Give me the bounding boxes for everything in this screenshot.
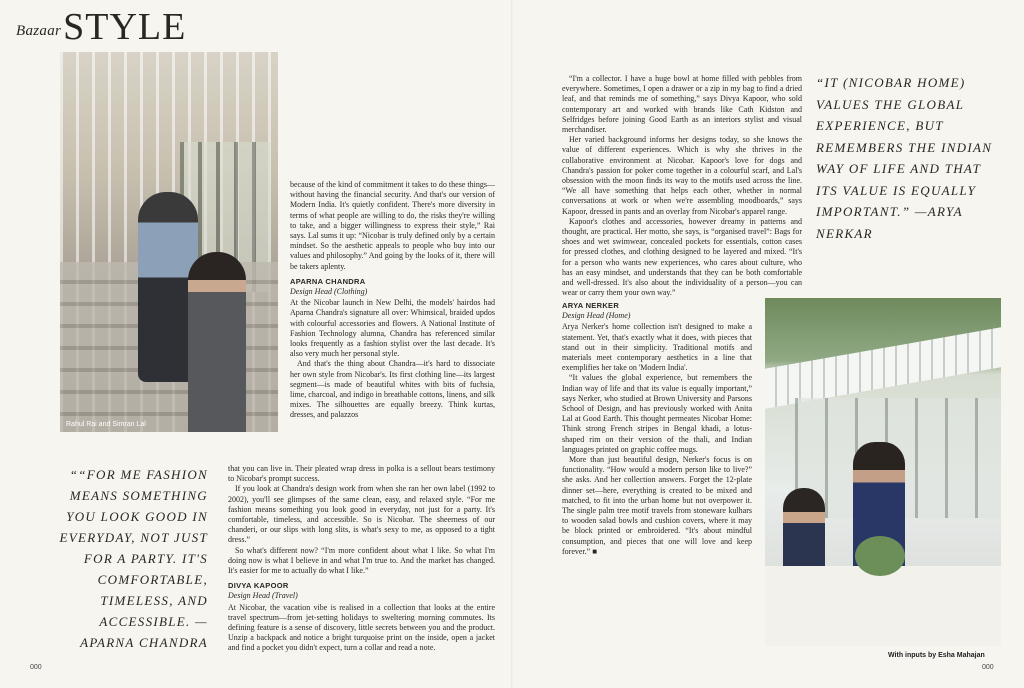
paragraph: because of the kind of commitment it takes to do these things—without having the financial security. And that's our version of Modern India. It's quietly confident. There's more diversity in terms of what people are willing to do, the risks they're willing to take, and a bigger willingness to express their style,” Rai says. Lal sums it up: “Nicobar is truly defined only by a certain mindset. So the aesthetic appeals to people who buy into our values and philosophy.” And going by the looks of it, there will be takers aplenty.: [290, 180, 495, 271]
section-role: Design Head (Clothing): [290, 287, 368, 297]
photo-founders: [60, 52, 278, 432]
section-heading: ARYA NERKER: [562, 301, 620, 310]
photo-caption: Rahul Rai and Simran Lal: [66, 421, 146, 428]
paragraph: If you look at Chandra's design work from when she ran her own label (1992 to 2002), you'll see glimpses of the same clean, easy, and relaxed style. “For me fashion means something you look good in everyday, not just for a party. It's comfortable, timeless, and accessible. So is Nicobar. The sheerness of our chanderi, or our slips with long slits, is what's sexy to me, as opposed to a tight dress.”: [228, 484, 495, 545]
paragraph: “It values the global experience, but remembers the Indian way of life and that its value is equally important,” says Nerker, who studied at Brown University and Parsons School of Design, and has previously worked with Anita Lal at Good Earth. This thought permeates Nicobar Home: Think strong French stripes in Bengal khadi, a lotus-shaped rim on their version of the thali, and Indian languages printed on graphic coffee mugs.: [562, 373, 752, 454]
column-d: [562, 296, 752, 557]
paragraph: that you can live in. Their pleated wrap dress in polka is a sellout bears testimony to Nicobar's prompt success.: [228, 464, 495, 484]
section-role: Design Head (Home): [562, 311, 631, 321]
paragraph: “I'm a collector. I have a huge bowl at home filled with pebbles from everywhere. Sometimes, I open a drawer or a zip in my bag to find a dried leaf, and that reminds me of something,” says Divya Kapoor, who sold contemporary art and worked with brands like Cath Kidston and Selfridges before joining Good Earth as an interiors stylist and visual merchandiser.: [562, 74, 802, 135]
page-gutter: [511, 0, 513, 688]
photo-table: [765, 566, 1001, 646]
photo-person-woman: [188, 252, 246, 432]
column-c: [562, 74, 802, 298]
paragraph: So what's different now? “I'm more confident about what I like. So what I'm doing now is what I believe in and what I'm true to. And the market has changed. It's easier for me to actually do what I like.”: [228, 545, 495, 576]
photo-designers-table: [765, 298, 1001, 646]
section-heading: DIVYA KAPOOR: [228, 581, 289, 591]
masthead: [16, 6, 187, 48]
paragraph: Her varied background informs her designs today, so she knows the value of different experiences. Which is why she thrives in the collaborative environment at Nicobar. Kapoor's love for dogs and Chandra's passion for poker come together in a colourful scarf, and Lal's obsession with the moon finds its way to the motifs used across the line. “We all have something that helps each other, whether in normal conversations at work or when we're assembling moodboards,” says Kapoor, dressed in pants and an overlay from Nicobar's apparel range.: [562, 135, 802, 216]
folio-right: 000: [982, 664, 994, 671]
column-b: [228, 464, 495, 654]
section-heading: APARNA CHANDRA: [290, 276, 366, 286]
folio-left: 000: [30, 664, 42, 671]
paragraph: At the Nicobar launch in New Delhi, the models' hairdos had Aparna Chandra's signature all over: Whimsical, braided updos with colourful accessories and flowers. A National Institute of Fashion Technology alumna, Chandra has referenced similar looks frequently as a fashion stylist over the last decade. It's also very much her personal style.: [290, 298, 495, 359]
paragraph: And that's the thing about Chandra—it's hard to dissociate her own style from Nicobar's. Its first clothing line—its largest segment—is made of beautiful whites with bits of fuchsia, lime, charcoal, and indigo in breathable cottons, linens, and silk mixes. The silhouettes are equally breezy. Think kurtas, dresses, and palazzos: [290, 359, 495, 420]
masthead-bazaar: Bazaar: [16, 23, 62, 39]
photo-plant: [855, 536, 905, 576]
pull-quote-left: ““FOR ME FASHION MEANS SOMETHING YOU LOOK GOOD IN EVERYDAY, NOT JUST FOR A PARTY. IT'S COMFORTABLE, TIMELESS, AND ACCESSIBLE. —APARNA CHANDRA: [59, 467, 208, 650]
section-role: Design Head (Travel): [228, 591, 298, 601]
paragraph: At Nicobar, the vacation vibe is realised in a collection that looks at the entire travel spectrum—from jet-setting holidays to sweltering morning commutes. Its defining feature is a sense of discovery, little secrets between you and the product. Unzip a backpack and notice a bright turquoise print on the inside, open a jacket and find a pocket you didn't expect, turn a collar and read a note.: [228, 602, 495, 653]
paragraph: More than just beautiful design, Nerker's focus is on functionality. “How would a modern person like to live?” she asks. And her collection answers. Forget the 12-plate dinner set—here, everything is created to be mixed and matched, to fit into the urban home but not overpower it. The single palm tree motif travels from stoneware kulhars to wooden salad bowls and cushion covers, where it may be block printed or embroidered. “It's about mindful consumption, and pieces that one will love and keep forever.” ■: [562, 455, 752, 556]
paragraph: Arya Nerker's home collection isn't designed to make a statement. Yet, that's exactly what it does, with pieces that stand out in their simplicity. Traditional motifs and materials meet contemporary aesthetics in a line that exemplifies her take on 'Modern India'.: [562, 322, 752, 373]
column-a: [290, 180, 495, 421]
pull-quote-right: “IT (NICOBAR HOME) VALUES THE GLOBAL EXPERIENCE, BUT REMEMBERS THE INDIAN WAY OF LIFE AND THAT ITS VALUE IS EQUALLY IMPORTANT.” —ARYA NERKAR: [816, 75, 993, 241]
paragraph: Kapoor's clothes and accessories, however dreamy in patterns and thought, are practical. Her motto, she says, is “organised travel”: Bags for shoes and wet swimwear, concealed pockets for essentials, cotton cases for pressed clothes, and clothing designed to be layered and mixed. “It's for a person who wants new experiences, who cares about culture, who has an easy mindset, and understands that they can be both comfortable and well-dressed. It's also about the individuality of a person—you can wear or carry them your own way.”: [562, 216, 802, 298]
masthead-style: STYLE: [63, 6, 187, 48]
credit-line: With inputs by Esha Mahajan: [888, 652, 985, 659]
photo-roof: [765, 327, 1001, 409]
